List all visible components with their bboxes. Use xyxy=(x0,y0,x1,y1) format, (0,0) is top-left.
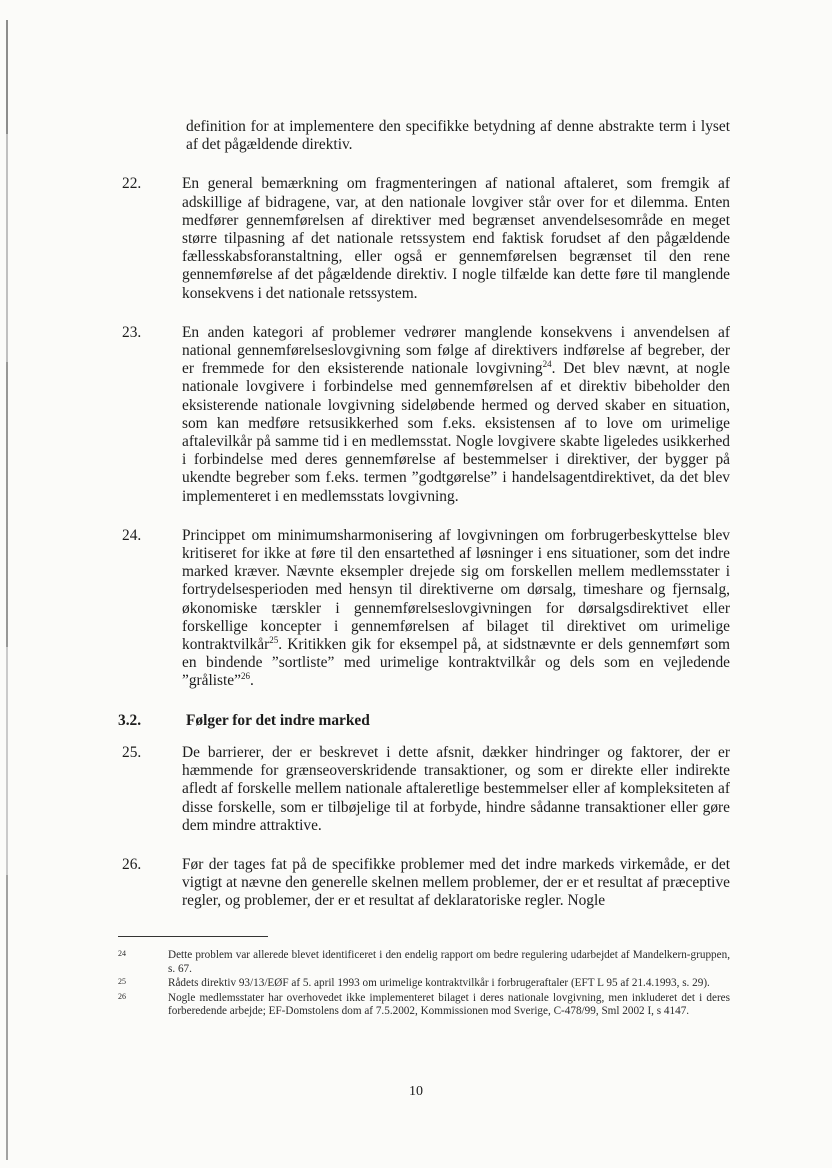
footnote-number: 24 xyxy=(118,949,126,958)
footnote xyxy=(118,949,730,976)
numbered-paragraph xyxy=(118,324,730,506)
paragraph-text-part: De barrierer, der er beskrevet i dette afsnit, dækker hindringer og faktorer, der er hæmmende for grænseoverskridende transaktioner, og som er direkte eller indirekte afledt af forskelle mellem nationale aftaleretlige bestemmelser eller af kompleksiteten af disse forskelle, som er tilbøjelige til at forbyde, hindre sådanne transaktioner eller gøre dem mindre attraktive. xyxy=(182,743,730,834)
paragraph-text xyxy=(182,527,730,691)
scan-edge xyxy=(6,20,8,1160)
footnote xyxy=(118,977,730,991)
footnote-reference: 26 xyxy=(240,671,250,682)
section-title: Følger for det indre marked xyxy=(186,711,370,729)
paragraph-text-part: . Kritikken gik for eksempel på, at sidstnævnte er dels gennemført som en bindende ”sortliste” med urimelige kontraktvilkår og dels som en vejledende ”gråliste” xyxy=(182,636,730,690)
paragraph-text-part: . Det blev nævnt, at nogle nationale lovgivere i forbindelse med gennemførelsen af et direktiv bibeholder den eksisterende nationale lovgivning sideløbende hermed og derved skaber en situation, som kan medføre retsusikkerhed som f.eks. eksistensen af to love om urimelige aftalevilkår på samme tid i en medlemsstat. Nogle lovgivere skabte ligeledes usikkerhed i forbindelse med deres gennemførelse af bestemmelser i direktiver, der bygger på ukendte begreber som f.eks. termen ”godtgørelse” i handelsagentdirektivet, da det blev implementeret i en medlemsstats lovgivning. xyxy=(182,360,730,505)
intro-paragraph: definition for at implementere den specifikke betydning af denne abstrakte term i lyset af det pågældende direktiv. xyxy=(186,118,730,154)
paragraph-number: 22. xyxy=(122,175,142,193)
numbered-paragraph xyxy=(118,856,730,911)
paragraph-text xyxy=(182,175,730,302)
footnote-text: Nogle medlemsstater har overhovedet ikke implementeret bilaget i deres nationale lovgivning, men inkluderet det i deres forberedende arbejde; EF-Domstolens dom af 7.5.2002, Kommissionen mod Sverige, C-478/99, Sml 2002 I, s 4147. xyxy=(168,991,730,1018)
paragraph-text-part: Princippet om minimumsharmonisering af lovgivningen om forbrugerbeskyttelse blev kritiseret for ikke at føre til den ensartethed af løsninger i ens situationer, som det indre marked kræver. Nævnte eksempler drejede sig om forskellen mellem medlemsstater i fortrydelsesperioden med hensyn til direktiverne om dørsalg, timeshare og fjernsalg, økonomiske tærskler i gennemførelseslovgivningen for dørsalgsdirektivet eller forskellige koncepter i gennemførelsen af bilaget til direktivet om urimelige kontraktvilkår xyxy=(182,526,730,654)
paragraph-group-2 xyxy=(118,744,730,911)
footnote-divider xyxy=(118,936,268,937)
footnote xyxy=(118,992,730,1019)
paragraph-text-part: . xyxy=(249,672,254,690)
footnote-list xyxy=(118,949,730,1019)
footnote-number: 26 xyxy=(118,991,126,1001)
document-page xyxy=(118,118,730,932)
footnote-text: Rådets direktiv 93/13/EØF af 5. april 1993 om urimelige kontraktvilkår i forbrugeraftaler (EFT L 95 af 21.4.1993, s. 29). xyxy=(168,977,710,990)
paragraph-text xyxy=(182,744,730,835)
paragraph-number: 24. xyxy=(122,526,142,544)
paragraph-text-part: En anden kategori af problemer vedrører manglende konsekvens i anvendelsen af national gennemførelseslovgivning som følge af direktivers indførelse af begreber, der er fremmede for den eksisterende nationale lovgivning xyxy=(182,323,730,378)
section-number: 3.2. xyxy=(118,711,142,729)
numbered-paragraph xyxy=(118,744,730,835)
paragraph-text-part: Før der tages fat på de specifikke problemer med det indre markeds virkemåde, er det vigtigt at nævne den generelle skelnen mellem problemer, der er et resultat af præceptive regler, og problemer, der er et resultat af deklaratoriske regler. Nogle xyxy=(182,855,730,910)
footnote-text: Dette problem var allerede blevet identificeret i den endelig rapport om bedre regulering udarbejdet af Mandelkern-gruppen, s. 67. xyxy=(168,949,730,975)
paragraph-text xyxy=(182,856,730,911)
footnote-number: 25 xyxy=(118,977,126,987)
paragraph-text xyxy=(182,324,730,506)
footnote-reference: 25 xyxy=(269,634,279,645)
numbered-paragraph xyxy=(118,175,730,302)
page-number: 10 xyxy=(409,1084,423,1099)
paragraph-group-1 xyxy=(118,175,730,690)
footnote-reference: 24 xyxy=(542,359,552,370)
section-heading xyxy=(118,712,730,730)
paragraph-number: 26. xyxy=(122,855,142,873)
paragraph-text-part: En general bemærkning om fragmenteringen af national aftaleret, som fremgik af adskillige af bidragene, var, at den nationale lovgiver står over for et dilemma. Enten medfører gennemførelsen af direktiver med begrænset anvendelsesområde en meget større tilpasning af det nationale retssystem end faktisk forudset af den pågældende fællesskabsforanstaltning, eller også er gennemførelsen begrænset til den rene gennemførelse af det pågældende direktiv. I nogle tilfælde kan dette føre til manglende konsekvens i det nationale retssystem. xyxy=(182,175,730,302)
numbered-paragraph xyxy=(118,527,730,691)
footnotes xyxy=(118,936,730,1020)
paragraph-number: 25. xyxy=(122,743,142,761)
paragraph-number: 23. xyxy=(122,323,142,341)
